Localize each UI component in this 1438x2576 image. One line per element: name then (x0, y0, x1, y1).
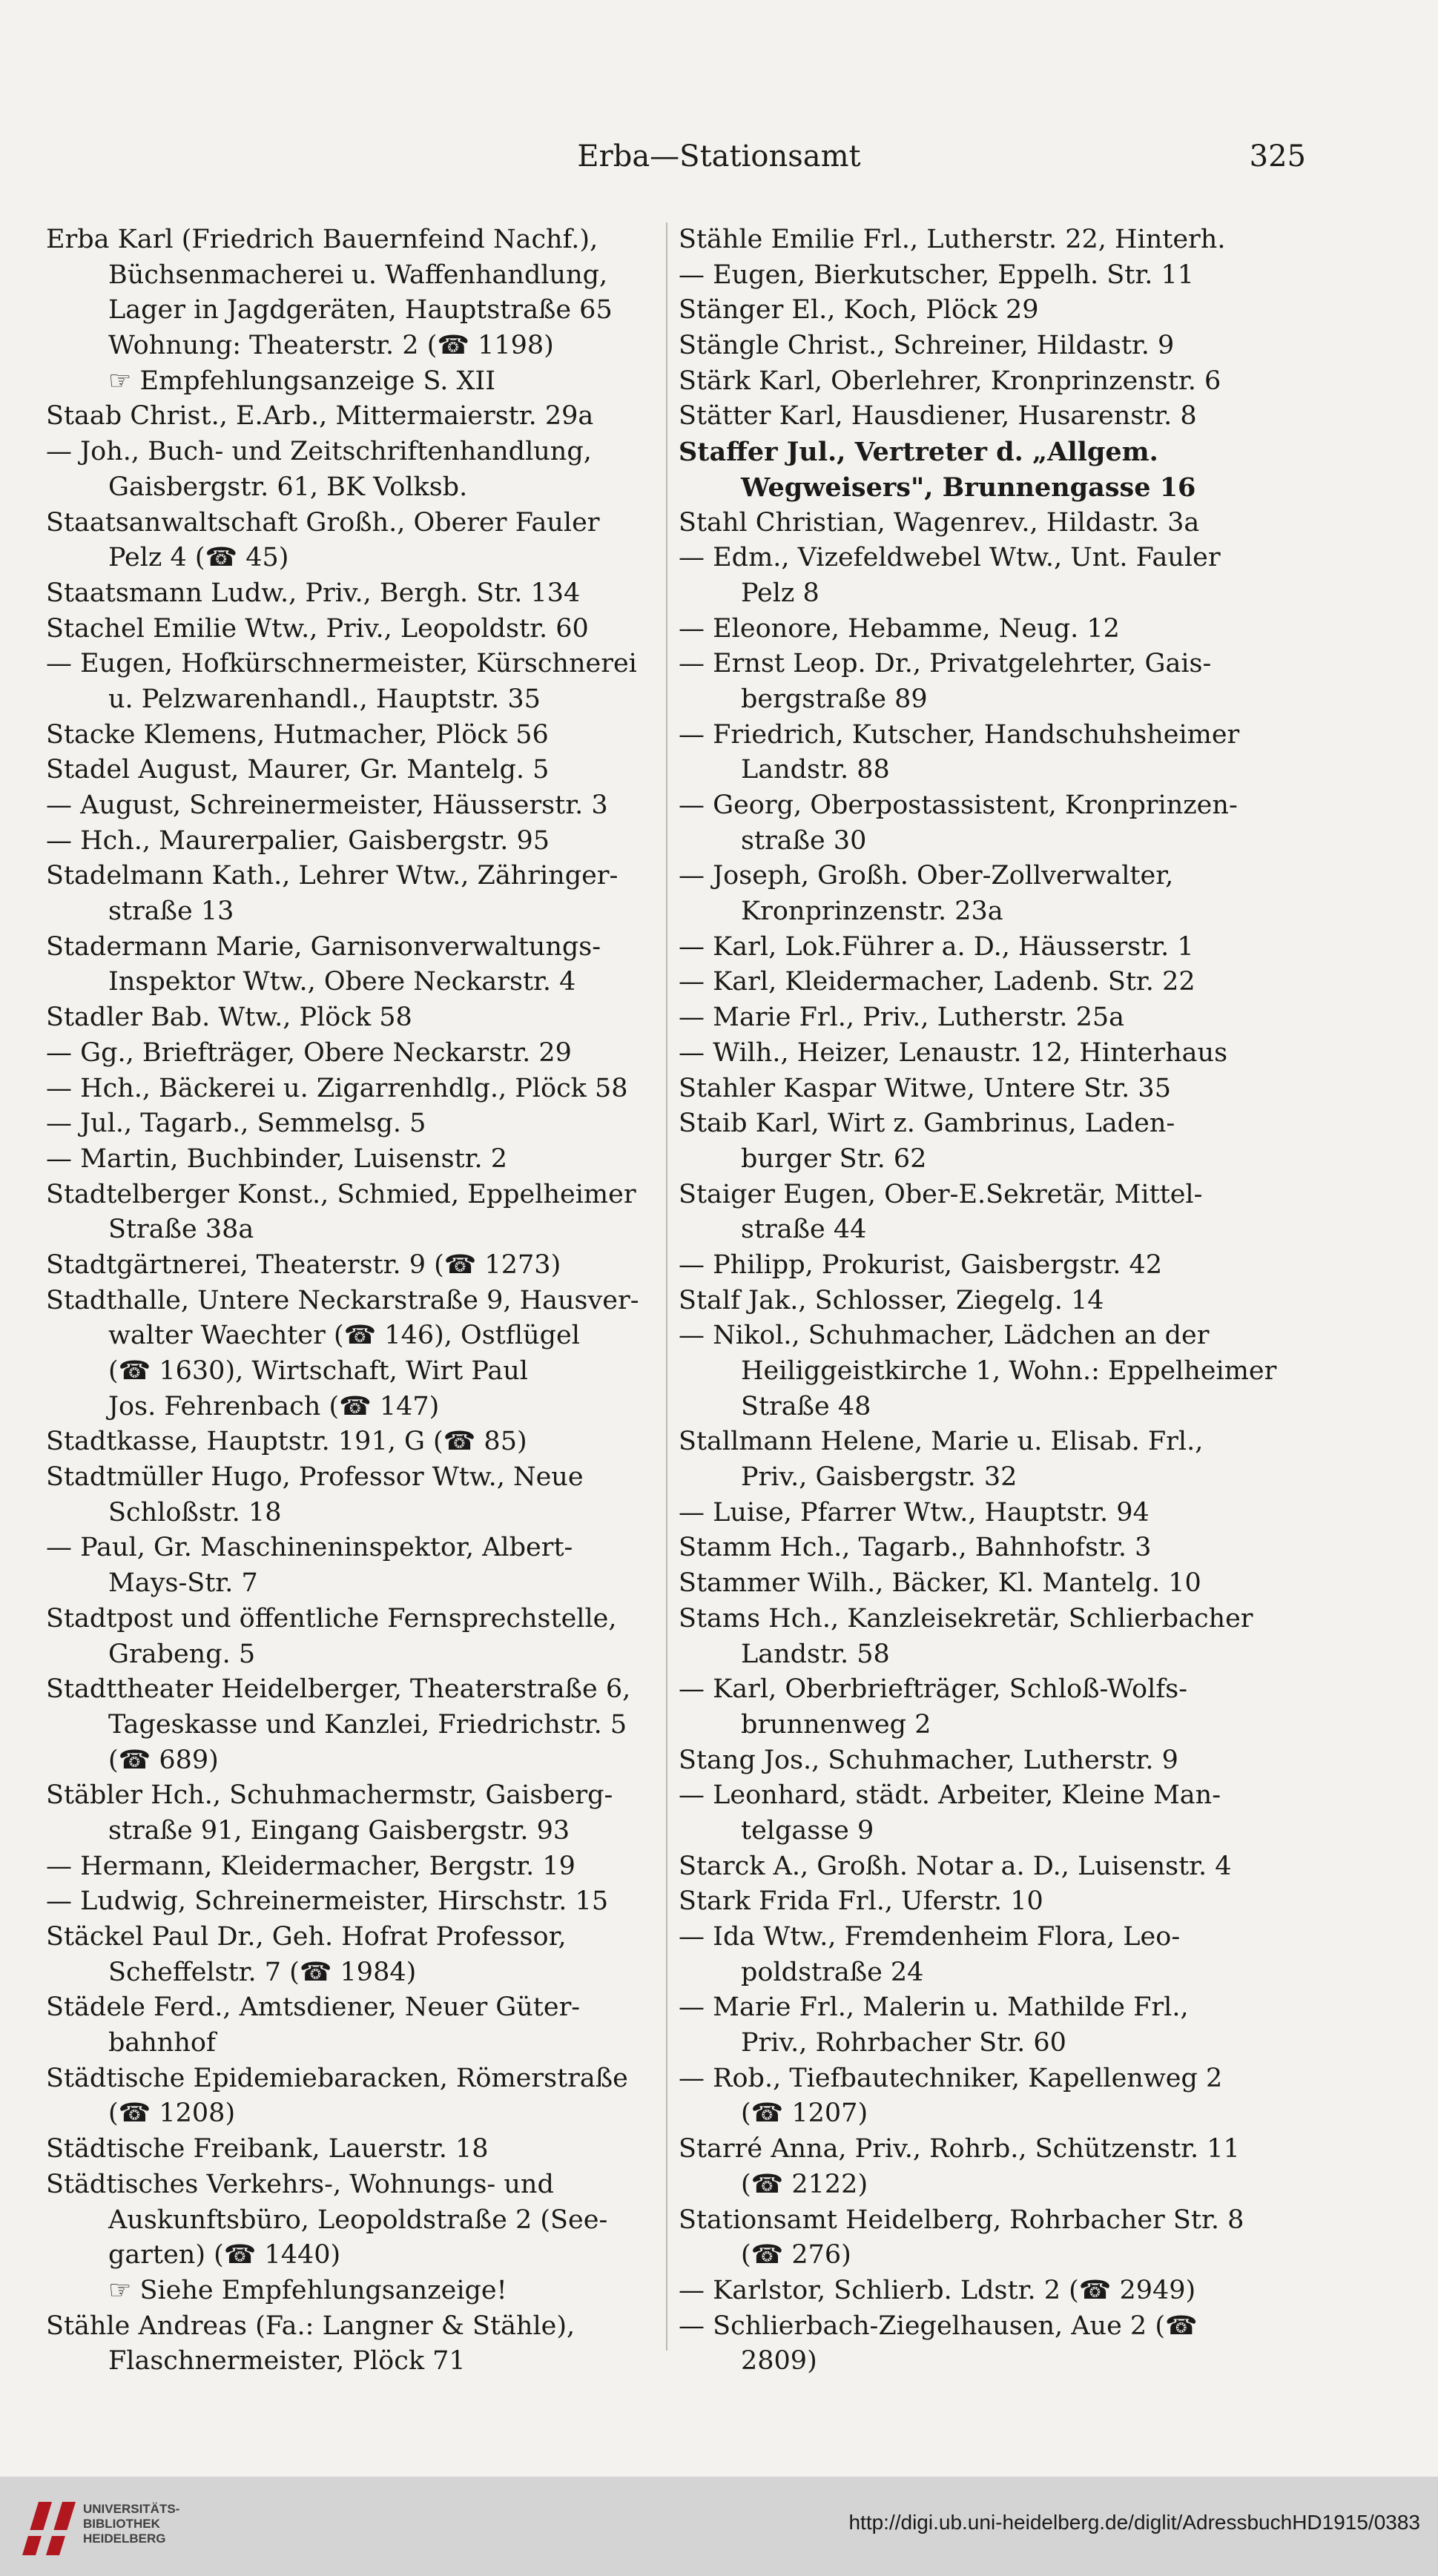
directory-entry-line: — Eugen, Hofkürschnermeister, Kürschnerei (46, 649, 637, 679)
directory-entry-line: Scheffelstr. 7 (☎ 1984) (108, 1957, 417, 1987)
directory-entry-line: — Karlstor, Schlierb. Ldstr. 2 (☎ 2949) (679, 2275, 1196, 2305)
directory-entry-line: Staatsanwaltschaft Großh., Oberer Fauler (46, 507, 600, 538)
directory-entry-line: Städtisches Verkehrs-, Wohnungs- und (46, 2169, 554, 2199)
directory-entry-line: Pelz 4 (☎ 45) (108, 543, 289, 573)
directory-entry-line: Heiliggeistkirche 1, Wohn.: Eppelheimer (741, 1356, 1277, 1386)
directory-entry-line: Stadelmann Kath., Lehrer Wtw., Zähringer- (46, 861, 619, 891)
directory-entry-line: burger Str. 62 (741, 1143, 927, 1174)
directory-entry-line: Mays-Str. 7 (108, 1568, 258, 1599)
directory-entry-line: Starck A., Großh. Notar a. D., Luisenstr. 4 (679, 1851, 1232, 1881)
directory-entry-line: Staatsmann Ludw., Priv., Bergh. Str. 134 (46, 578, 581, 608)
directory-entry-line: — Ernst Leop. Dr., Privatgelehrter, Gais- (679, 649, 1212, 679)
directory-entry-line: telgasse 9 (741, 1815, 874, 1846)
directory-entry-line: Stähle Emilie Frl., Lutherstr. 22, Hinterh. (679, 225, 1226, 254)
directory-entry-line: — Eleonore, Hebamme, Neug. 12 (679, 613, 1120, 644)
directory-entry-line: Staab Christ., E.Arb., Mittermaierstr. 29a (46, 401, 594, 432)
directory-entry-line: Staiger Eugen, Ober-E.Sekretär, Mittel- (679, 1179, 1203, 1209)
directory-entry-line: Staffer Jul., Vertreter d. „Allgem. (679, 437, 1158, 468)
directory-entry-line: Flaschnermeister, Plöck 71 (108, 2346, 466, 2377)
directory-entry-line: Schloßstr. 18 (108, 1497, 282, 1528)
directory-entry-line: Stadler Bab. Wtw., Plöck 58 (46, 1003, 412, 1033)
directory-entry-line: Stängle Christ., Schreiner, Hildastr. 9 (679, 331, 1175, 361)
column-divider (666, 222, 667, 2351)
directory-entry-line: — Joseph, Großh. Ober-Zollverwalter, (679, 861, 1174, 891)
directory-entry-line: — Edm., Vizefeldwebel Wtw., Unt. Fauler (679, 543, 1221, 573)
directory-entry-line: — Karl, Oberbriefträger, Schloß-Wolfs- (679, 1674, 1188, 1705)
university-logo-icon[interactable] (16, 2489, 90, 2563)
directory-entry-line: Stähle Andreas (Fa.: Langner & Stähle), (46, 2311, 575, 2341)
directory-entry-line: poldstraße 24 (741, 1957, 924, 1987)
directory-entry-line: — Luise, Pfarrer Wtw., Hauptstr. 94 (679, 1497, 1150, 1528)
directory-entry-line: Städtische Epidemiebaracken, Römerstraße (46, 2063, 628, 2093)
directory-entry-line: Büchsenmacherei u. Waffenhandlung, (108, 260, 608, 290)
directory-entry-line: walter Waechter (☎ 146), Ostflügel (108, 1321, 580, 1351)
directory-entry-line: (☎ 1207) (741, 2098, 868, 2129)
directory-entry-line: — Schlierbach-Ziegelhausen, Aue 2 (☎ (679, 2311, 1198, 2341)
directory-entry-line: — Joh., Buch- und Zeitschriftenhandlung, (46, 437, 592, 467)
directory-entry-line: Stärk Karl, Oberlehrer, Kronprinzenstr. 6 (679, 366, 1221, 396)
directory-entry-line: — Ida Wtw., Fremdenheim Flora, Leo- (679, 1922, 1181, 1952)
directory-entry-line: straße 30 (741, 825, 867, 856)
directory-entry-line: Stahler Kaspar Witwe, Untere Str. 35 (679, 1073, 1171, 1103)
directory-entry-line: Städele Ferd., Amtsdiener, Neuer Güter- (46, 1992, 581, 2023)
directory-entry-line: Inspektor Wtw., Obere Neckarstr. 4 (108, 967, 576, 997)
directory-entry-line: Pelz 8 (741, 578, 819, 608)
directory-entry-line: — Karl, Lok.Führer a. D., Häusserstr. 1 (679, 931, 1194, 962)
directory-entry-line: — Eugen, Bierkutscher, Eppelh. Str. 11 (679, 260, 1195, 290)
directory-entry-line: Landstr. 88 (741, 755, 890, 785)
directory-entry-line: Staib Karl, Wirt z. Gambrinus, Laden- (679, 1109, 1175, 1139)
directory-entry-line: Grabeng. 5 (108, 1639, 256, 1669)
directory-entry-line: — Gg., Briefträger, Obere Neckarstr. 29 (46, 1037, 572, 1068)
directory-entry-line: Stänger El., Koch, Plöck 29 (679, 295, 1039, 326)
directory-entry-line: — Marie Frl., Priv., Lutherstr. 25a (679, 1003, 1125, 1033)
directory-entry-line: — Nikol., Schuhmacher, Lädchen an der (679, 1321, 1210, 1351)
directory-entry-line: — Marie Frl., Malerin u. Mathilde Frl., (679, 1992, 1189, 2023)
directory-entry-line: (☎ 1208) (108, 2098, 236, 2129)
viewer-footer (0, 2477, 1438, 2576)
directory-entry-line: Starré Anna, Priv., Rohrb., Schützenstr. 11 (679, 2134, 1240, 2164)
directory-entry-line: garten) (☎ 1440) (108, 2240, 341, 2270)
directory-entry-line: straße 91, Eingang Gaisbergstr. 93 (108, 1815, 570, 1846)
left-column (46, 222, 654, 2380)
directory-entry-line: Stadermann Marie, Garnisonverwaltungs- (46, 931, 601, 962)
directory-entry-line: Stark Frida Frl., Uferstr. 10 (679, 1886, 1043, 1917)
directory-entry-line: (☎ 276) (741, 2240, 851, 2270)
directory-entry-line: straße 13 (108, 896, 234, 927)
directory-entry-line: straße 44 (741, 1215, 867, 1245)
directory-entry-line: Stadel August, Maurer, Gr. Mantelg. 5 (46, 755, 550, 785)
directory-entry-line: (☎ 689) (108, 1745, 219, 1775)
right-column (679, 222, 1309, 2380)
directory-entry-line: — Martin, Buchbinder, Luisenstr. 2 (46, 1143, 508, 1174)
directory-entry-line: bahnhof (108, 2028, 216, 2058)
directory-entry-line: Jos. Fehrenbach (☎ 147) (108, 1391, 440, 1421)
directory-entry-line: — Karl, Kleidermacher, Ladenb. Str. 22 (679, 967, 1195, 997)
directory-entry-line: — Hch., Maurerpalier, Gaisbergstr. 95 (46, 825, 550, 856)
directory-entry-line: Lager in Jagdgeräten, Hauptstraße 65 (108, 295, 613, 326)
directory-entry-line: Straße 38a (108, 1215, 254, 1245)
directory-entry-line: Stadthalle, Untere Neckarstraße 9, Hausver- (46, 1285, 639, 1315)
directory-entry-line: Stadtmüller Hugo, Professor Wtw., Neue (46, 1462, 584, 1493)
directory-entry-line: Stadttheater Heidelberger, Theaterstraße 6, (46, 1674, 631, 1705)
directory-entry-line: — Rob., Tiefbautechniker, Kapellenweg 2 (679, 2063, 1223, 2093)
directory-entry-line: Priv., Gaisbergstr. 32 (741, 1462, 1018, 1493)
directory-entry-line: Priv., Rohrbacher Str. 60 (741, 2028, 1066, 2058)
library-name-line: HEIDELBERG (83, 2532, 166, 2546)
directory-entry-line: — Wilh., Heizer, Lenaustr. 12, Hinterhaus (679, 1037, 1228, 1068)
directory-entry-line: — Friedrich, Kutscher, Handschuhsheimer (679, 719, 1240, 750)
directory-entry-line: Landstr. 58 (741, 1639, 890, 1669)
directory-entry-line: Stadtelberger Konst., Schmied, Eppelheimer (46, 1179, 636, 1209)
directory-entry-line: — Paul, Gr. Maschineninspektor, Albert- (46, 1533, 573, 1563)
directory-entry-line: brunnenweg 2 (741, 1709, 931, 1740)
directory-entry-line: (☎ 2122) (741, 2169, 868, 2199)
library-name (83, 2502, 179, 2546)
directory-entry-line: Stadtkasse, Hauptstr. 191, G (☎ 85) (46, 1427, 527, 1457)
directory-entry-line: Wegweisers", Brunnengasse 16 (741, 472, 1196, 503)
directory-entry-line: — Philipp, Prokurist, Gaisbergstr. 42 (679, 1249, 1163, 1280)
directory-entry-line: 2809) (741, 2346, 817, 2377)
directory-entry-line: Stäckel Paul Dr., Geh. Hofrat Professor, (46, 1922, 567, 1952)
directory-entry-line: Stammer Wilh., Bäcker, Kl. Mantelg. 10 (679, 1568, 1201, 1599)
directory-entry-line: — August, Schreinermeister, Häusserstr. 3 (46, 790, 608, 820)
directory-entry-line: Stadtpost und öffentliche Fernsprechstelle, (46, 1603, 617, 1634)
directory-entry-line: Stäbler Hch., Schuhmachermstr, Gaisberg- (46, 1780, 613, 1811)
directory-entry-line: Stadtgärtnerei, Theaterstr. 9 (☎ 1273) (46, 1249, 561, 1280)
directory-entry-line: Stationsamt Heidelberg, Rohrbacher Str. 8 (679, 2205, 1244, 2235)
directory-entry-line: u. Pelzwarenhandl., Hauptstr. 35 (108, 684, 541, 714)
directory-entry-line: Stalf Jak., Schlosser, Ziegelg. 14 (679, 1285, 1104, 1315)
page-header (0, 139, 1438, 184)
directory-entry-line: Kronprinzenstr. 23a (741, 896, 1003, 927)
directory-entry-line: Stätter Karl, Hausdiener, Husarenstr. 8 (679, 401, 1197, 432)
page-title: Erba—Stationsamt (577, 139, 861, 174)
library-name-line: BIBLIOTHEK (83, 2517, 160, 2531)
directory-entry-line: Stamm Hch., Tagarb., Bahnhofstr. 3 (679, 1533, 1152, 1563)
directory-entry-line: Erba Karl (Friedrich Bauernfeind Nachf.), (46, 225, 598, 254)
directory-entry-line: Stacke Klemens, Hutmacher, Plöck 56 (46, 719, 549, 750)
directory-entry-line: — Hermann, Kleidermacher, Bergstr. 19 (46, 1851, 575, 1881)
directory-entry-line: Wohnung: Theaterstr. 2 (☎ 1198) (108, 331, 554, 361)
source-url-link[interactable]: http://digi.ub.uni-heidelberg.de/diglit/AdressbuchHD1915/0383 (848, 2511, 1420, 2534)
directory-entry-line: Stang Jos., Schuhmacher, Lutherstr. 9 (679, 1745, 1178, 1775)
directory-entry-line: Städtische Freibank, Lauerstr. 18 (46, 2134, 489, 2164)
directory-entry-line: Stams Hch., Kanzleisekretär, Schlierbacher (679, 1603, 1253, 1634)
directory-entry-line: — Ludwig, Schreinermeister, Hirschstr. 15 (46, 1886, 609, 1917)
library-name-line: UNIVERSITÄTS- (83, 2502, 180, 2516)
directory-entry-line: Stachel Emilie Wtw., Priv., Leopoldstr. 60 (46, 613, 589, 644)
directory-entry-line: Gaisbergstr. 61, BK Volksb. (108, 472, 468, 502)
directory-entry-line: Stahl Christian, Wagenrev., Hildastr. 3a (679, 507, 1200, 538)
directory-entry-line: (☎ 1630), Wirtschaft, Wirt Paul (108, 1356, 528, 1386)
directory-entry-line: ☞ Empfehlungsanzeige S. XII (108, 366, 496, 396)
directory-entry-line: — Georg, Oberpostassistent, Kronprinzen- (679, 790, 1238, 820)
directory-entry-line: — Leonhard, städt. Arbeiter, Kleine Man- (679, 1780, 1221, 1811)
directory-entry-line: Straße 48 (741, 1391, 871, 1421)
directory-entry-line: — Hch., Bäckerei u. Zigarrenhdlg., Plöck 58 (46, 1073, 628, 1103)
directory-entry-line: — Jul., Tagarb., Semmelsg. 5 (46, 1109, 426, 1139)
directory-entry-line: bergstraße 89 (741, 684, 928, 714)
page-number: 325 (1249, 139, 1306, 174)
directory-entry-line: ☞ Siehe Empfehlungsanzeige! (108, 2275, 507, 2305)
directory-entry-line: Auskunftsbüro, Leopoldstraße 2 (See- (108, 2205, 608, 2235)
directory-entry-line: Tageskasse und Kanzlei, Friedrichstr. 5 (108, 1709, 627, 1740)
directory-entry-line: Stallmann Helene, Marie u. Elisab. Frl., (679, 1427, 1204, 1457)
